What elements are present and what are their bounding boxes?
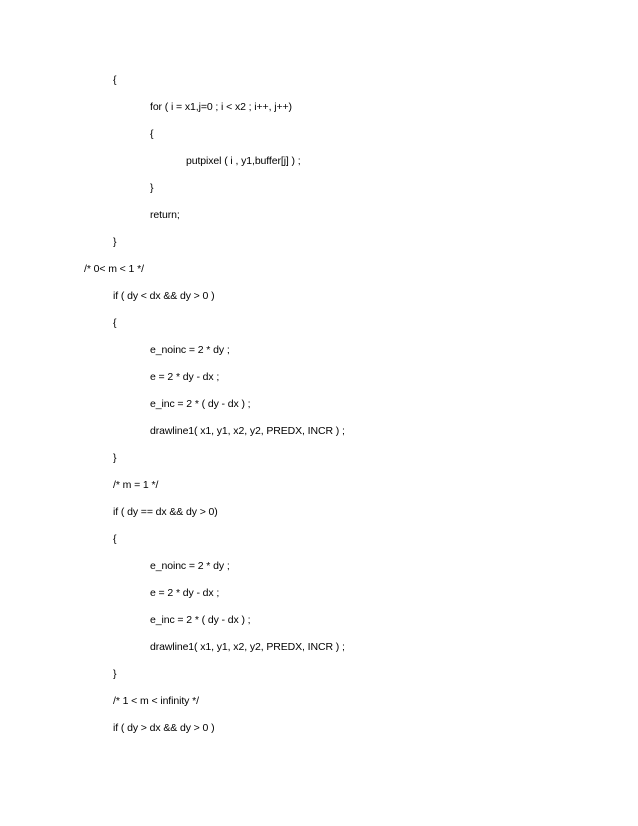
code-line: e = 2 * dy - dx ; <box>150 371 220 383</box>
code-line: } <box>150 182 154 194</box>
code-line: drawline1( x1, y1, x2, y2, PREDX, INCR ) ; <box>150 425 345 437</box>
code-line: if ( dy > dx && dy > 0 ) <box>113 722 215 734</box>
code-line: { <box>150 128 154 140</box>
code-line: { <box>113 533 117 545</box>
code-line: e_noinc = 2 * dy ; <box>150 344 230 356</box>
code-comment: /* 0< m < 1 */ <box>84 263 144 275</box>
code-line: if ( dy < dx && dy > 0 ) <box>113 290 215 302</box>
code-line: } <box>113 236 117 248</box>
code-comment: /* m = 1 */ <box>113 479 159 491</box>
code-line: if ( dy == dx && dy > 0) <box>113 506 218 518</box>
code-line: } <box>113 668 117 680</box>
code-line: return; <box>150 209 180 221</box>
code-line: e_inc = 2 * ( dy - dx ) ; <box>150 614 251 626</box>
code-line: } <box>113 452 117 464</box>
code-line: { <box>113 74 117 86</box>
code-line: e = 2 * dy - dx ; <box>150 587 220 599</box>
code-comment: /* 1 < m < infinity */ <box>113 695 199 707</box>
code-line: putpixel ( i , y1,buffer[j] ) ; <box>186 155 301 167</box>
code-line: drawline1( x1, y1, x2, y2, PREDX, INCR ) ; <box>150 641 345 653</box>
code-line: { <box>113 317 117 329</box>
code-line: e_noinc = 2 * dy ; <box>150 560 230 572</box>
code-line: e_inc = 2 * ( dy - dx ) ; <box>150 398 251 410</box>
code-line: for ( i = x1,j=0 ; i < x2 ; i++, j++) <box>150 101 292 113</box>
